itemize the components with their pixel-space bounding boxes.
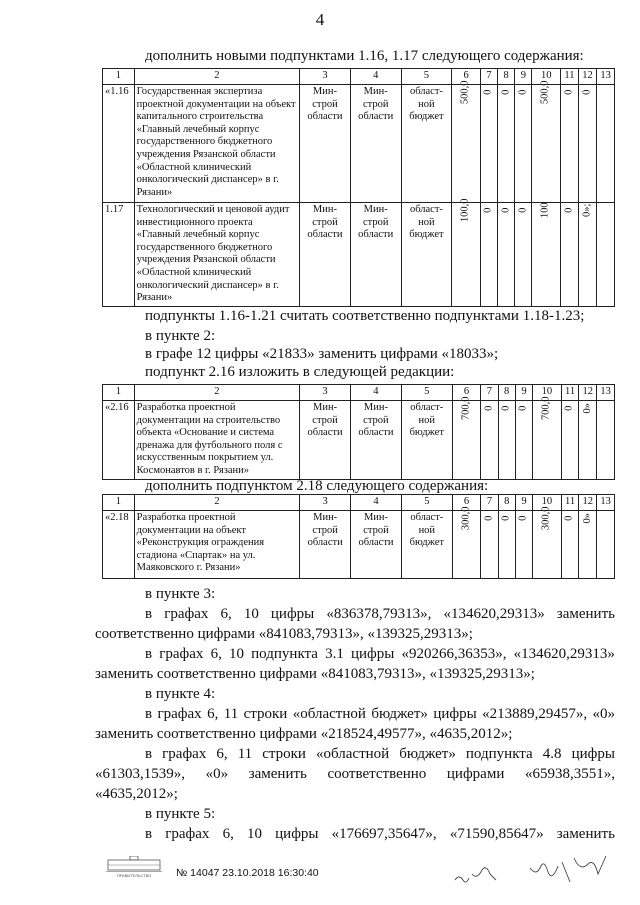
cell-value: 700,0 xyxy=(540,396,552,421)
cell-c4: Мин-строй области xyxy=(350,85,401,203)
word: 3.1 xyxy=(325,646,344,662)
column-header: 11 xyxy=(561,385,579,401)
cell-num: «2.16 xyxy=(103,401,135,480)
column-header: 10 xyxy=(532,69,561,85)
paragraph-point5-line1 xyxy=(145,826,615,843)
word: бюджет» xyxy=(399,746,456,762)
column-header: 4 xyxy=(350,69,401,85)
word: цифры xyxy=(433,706,477,722)
cell-v6 xyxy=(452,198,481,307)
cell-desc: Разработка проектной документации на объект «Реконструкция ограждения стадиона «Спартак» на ул. Маяковского г. Рязани» xyxy=(134,511,300,579)
page-number: 4 xyxy=(315,10,325,29)
word: «134620,29313» xyxy=(513,646,615,662)
column-header: 12 xyxy=(578,69,596,85)
cell-v10 xyxy=(532,203,561,307)
cell-num: «1.16 xyxy=(103,85,135,203)
column-header: 6 xyxy=(452,385,481,401)
cell-value: 100 xyxy=(539,202,551,219)
column-header: 4 xyxy=(351,495,402,511)
cell-value: 700,0 xyxy=(460,396,472,421)
cell-num: 1.17 xyxy=(103,203,135,307)
cell-v12 xyxy=(578,85,596,203)
cell-c4: Мин-строй области xyxy=(350,401,401,480)
cell-c3: Мин-строй области xyxy=(300,203,351,307)
registration-stamp: № 14047 23.10.2018 16:30:40 xyxy=(176,867,319,879)
cell-v13 xyxy=(597,401,615,480)
word: цифры xyxy=(351,646,395,662)
intro-table2: подпункт 2.16 изложить в следующей редакции: xyxy=(145,364,455,380)
column-header: 13 xyxy=(597,69,615,85)
word: заменить xyxy=(248,766,307,782)
word: заменить xyxy=(556,606,615,622)
column-header: 13 xyxy=(597,495,615,511)
column-header: 12 xyxy=(579,495,597,511)
column-header: 10 xyxy=(533,385,562,401)
word: «областной xyxy=(292,706,366,722)
word: строки xyxy=(243,706,288,722)
word: 4.8 xyxy=(542,746,562,762)
word: «920266,36353», xyxy=(401,646,507,662)
cell-v10 xyxy=(533,506,562,579)
word: в xyxy=(145,606,153,622)
cell-c5: област-ной бюджет xyxy=(401,203,452,307)
cell-v8 xyxy=(498,511,515,579)
paragraph-sub48-line3: «4635,2012»; xyxy=(95,786,178,802)
cell-v11 xyxy=(561,203,579,307)
cell-value: 0 xyxy=(563,207,575,213)
cell-value: 0 xyxy=(482,207,494,213)
word: графах xyxy=(157,706,202,722)
paragraph-point4: в пункте 4: xyxy=(145,686,216,702)
table-row xyxy=(103,401,615,480)
column-header: 9 xyxy=(515,495,532,511)
word: строки xyxy=(262,746,306,762)
word: 11 xyxy=(237,746,253,762)
cell-desc: Государственная экспертиза проектной документации на объект капитального строительства «Главный лечебный корпус государственного бюджетного учреждения Рязанской области «Областной клинический онкологический диспансер» в г. Рязани» xyxy=(134,85,299,203)
column-header: 1 xyxy=(103,495,135,511)
cell-value: 0» xyxy=(581,513,593,524)
cell-v7 xyxy=(481,511,498,579)
paragraph-point4-line2: заменить соответственно цифрами «218524,49577», «4635,2012»; xyxy=(95,726,513,742)
column-header: 10 xyxy=(533,495,562,511)
column-header: 9 xyxy=(515,69,532,85)
word: «176697,35647», xyxy=(331,826,437,842)
column-header: 4 xyxy=(350,385,401,401)
word: «213889,29457», xyxy=(482,706,588,722)
cell-v10 xyxy=(533,396,562,480)
cell-value: 0 xyxy=(517,405,529,411)
word: 10 xyxy=(243,606,259,622)
cell-value: 0 xyxy=(482,89,494,95)
column-header: 11 xyxy=(561,495,579,511)
column-header: 7 xyxy=(481,385,498,401)
word: в xyxy=(145,826,153,842)
word: соответственно xyxy=(327,766,427,782)
paragraph-point2: в пункте 2: xyxy=(145,328,216,344)
paragraph-point3-line2: соответственно цифрами «841083,79313», «139325,29313»; xyxy=(95,626,473,642)
cell-value: 0 xyxy=(500,405,512,411)
word: «836378,79313», xyxy=(326,606,432,622)
paragraph-sub48-line2 xyxy=(95,766,615,783)
cell-v8 xyxy=(498,401,515,480)
table-row xyxy=(103,511,615,579)
cell-value: 0 xyxy=(499,207,511,213)
column-header: 8 xyxy=(498,385,515,401)
table-header-row xyxy=(103,385,615,401)
cell-value: 0 xyxy=(517,89,529,95)
cell-c3: Мин-строй области xyxy=(300,401,351,480)
column-header: 5 xyxy=(401,495,452,511)
cell-value: 300,0 xyxy=(540,506,552,531)
cell-v12 xyxy=(579,401,597,480)
cell-v7 xyxy=(481,401,498,480)
cell-v6 xyxy=(452,396,481,480)
word: цифры xyxy=(270,606,315,622)
cell-c5: област-ной бюджет xyxy=(401,85,452,203)
cell-v13 xyxy=(597,203,615,307)
intro-table1: дополнить новыми подпунктами 1.16, 1.17 следующего содержания: xyxy=(145,48,584,64)
cell-v13 xyxy=(597,511,615,579)
word: графах xyxy=(159,646,204,662)
column-header: 2 xyxy=(134,495,300,511)
cell-v6 xyxy=(452,80,481,203)
column-header: 13 xyxy=(597,385,615,401)
cell-value: 0 xyxy=(499,89,511,95)
word: бюджет» xyxy=(371,706,428,722)
word: подпункта xyxy=(465,746,533,762)
table-3 xyxy=(102,494,615,579)
column-header: 7 xyxy=(481,495,498,511)
cell-value: 0 xyxy=(517,515,529,521)
paragraph-point3: в пункте 3: xyxy=(145,586,216,602)
column-header: 3 xyxy=(300,69,351,85)
column-header: 1 xyxy=(103,385,135,401)
word: «0» xyxy=(592,706,615,722)
cell-v13 xyxy=(597,85,615,203)
logo-caption: ПРАВИТЕЛЬСТВО xyxy=(116,873,152,878)
cell-c4: Мин-строй области xyxy=(351,511,402,579)
column-header: 6 xyxy=(452,495,481,511)
cell-v9 xyxy=(515,511,532,579)
word: в xyxy=(145,746,153,762)
column-header: 7 xyxy=(480,69,497,85)
table-header-row xyxy=(103,69,615,85)
signature-scribble xyxy=(450,850,620,890)
table-header-row xyxy=(103,495,615,511)
word: графах xyxy=(162,746,207,762)
word: 6, xyxy=(222,826,234,842)
word: графах xyxy=(164,606,209,622)
cell-v7 xyxy=(480,85,497,203)
paragraph-renumber: подпункты 1.16-1.21 считать соответственно подпунктами 1.18-1.23; xyxy=(145,308,585,324)
column-header: 11 xyxy=(561,69,579,85)
government-logo xyxy=(104,856,164,878)
cell-c3: Мин-строй области xyxy=(300,85,351,203)
cell-value: 0 xyxy=(500,515,512,521)
cell-value: 100,0 xyxy=(459,198,471,223)
cell-value: 500,0 xyxy=(459,80,471,105)
table-2 xyxy=(102,384,615,480)
cell-v6 xyxy=(452,506,481,579)
column-header: 1 xyxy=(103,69,135,85)
word: цифры xyxy=(571,746,615,762)
word: «61303,1539», xyxy=(95,766,185,782)
cell-v10 xyxy=(532,80,561,203)
cell-value: 0»; xyxy=(581,203,593,218)
word: 6, xyxy=(220,606,232,622)
cell-value: 300,0 xyxy=(460,506,472,531)
cell-value: 0 xyxy=(483,515,495,521)
word: в xyxy=(145,706,153,722)
cell-v9 xyxy=(515,85,532,203)
word: 11 xyxy=(223,706,239,722)
paragraph-sub31-line1 xyxy=(145,646,615,663)
cell-value: 0 xyxy=(483,405,495,411)
paragraph-sub31-line2: заменить соответственно цифрами «841083,79313», «139325,29313»; xyxy=(95,666,535,682)
cell-v12 xyxy=(579,511,597,579)
paragraph-point5: в пункте 5: xyxy=(145,806,216,822)
word: 6, xyxy=(216,746,228,762)
column-header: 5 xyxy=(401,385,452,401)
cell-v8 xyxy=(498,203,515,307)
word: «71590,85647» xyxy=(449,826,544,842)
cell-c5: област-ной бюджет xyxy=(401,401,452,480)
cell-value: 0 xyxy=(563,405,575,411)
column-header: 3 xyxy=(300,495,351,511)
cell-v11 xyxy=(561,401,579,480)
column-header: 5 xyxy=(401,69,452,85)
word: в xyxy=(145,646,153,662)
intro-table3: дополнить подпунктом 2.18 следующего содержания: xyxy=(145,478,489,494)
paragraph-sub48-line1 xyxy=(145,746,615,763)
word: графах xyxy=(165,826,210,842)
word: «0» xyxy=(205,766,229,782)
paragraph-point4-line1 xyxy=(145,706,615,723)
cell-value: 0 xyxy=(581,89,593,95)
cell-c5: област-ной бюджет xyxy=(401,511,452,579)
word: цифры xyxy=(275,826,319,842)
cell-value: 500,0 xyxy=(539,80,551,105)
column-header: 6 xyxy=(452,69,481,85)
word: 10 xyxy=(229,646,244,662)
cell-desc: Технологический и ценовой аудит инвестиционного проекта «Главный лечебный корпус государственного бюджетного учреждения Рязанской области «Областной клинический онкологический диспансер» в г. Рязани» xyxy=(134,203,299,307)
column-header: 3 xyxy=(300,385,351,401)
cell-num: «2.18 xyxy=(103,511,135,579)
column-header: 8 xyxy=(498,69,515,85)
column-header: 12 xyxy=(579,385,597,401)
word: подпункта xyxy=(251,646,318,662)
table-row xyxy=(103,203,615,307)
paragraph-column12: в графе 12 цифры «21833» заменить цифрами «18033»; xyxy=(145,346,499,362)
column-header: 9 xyxy=(515,385,532,401)
cell-c4: Мин-строй области xyxy=(350,203,401,307)
word: «65938,3551», xyxy=(524,766,615,782)
paragraph-point3-line1 xyxy=(145,606,615,623)
column-header: 8 xyxy=(498,495,515,511)
cell-v8 xyxy=(498,85,515,203)
cell-c3: Мин-строй области xyxy=(300,511,351,579)
word: «134620,29313» xyxy=(443,606,545,622)
cell-v12 xyxy=(578,203,596,307)
word: 6, xyxy=(210,646,222,662)
cell-value: 0 xyxy=(563,89,575,95)
cell-v7 xyxy=(480,203,497,307)
word: 10 xyxy=(247,826,262,842)
cell-value: 0 xyxy=(517,207,529,213)
cell-value: 0 xyxy=(563,515,575,521)
cell-v9 xyxy=(515,203,532,307)
word: цифрами xyxy=(446,766,505,782)
cell-v9 xyxy=(515,401,532,480)
word: 6, xyxy=(207,706,219,722)
column-header: 2 xyxy=(134,69,299,85)
column-header: 2 xyxy=(134,385,299,401)
cell-desc: Разработка проектной документации на строительство объекта «Основание и система дренажа для футбольного поля с искусственным покрытием ул. Космонавтов в г. Рязани» xyxy=(134,401,299,480)
table-1 xyxy=(102,68,615,307)
word: заменить xyxy=(556,826,615,842)
table-row xyxy=(103,85,615,203)
cell-v11 xyxy=(561,85,579,203)
cell-value: 0» xyxy=(581,403,593,414)
word: «областной xyxy=(316,746,390,762)
cell-v11 xyxy=(561,511,579,579)
